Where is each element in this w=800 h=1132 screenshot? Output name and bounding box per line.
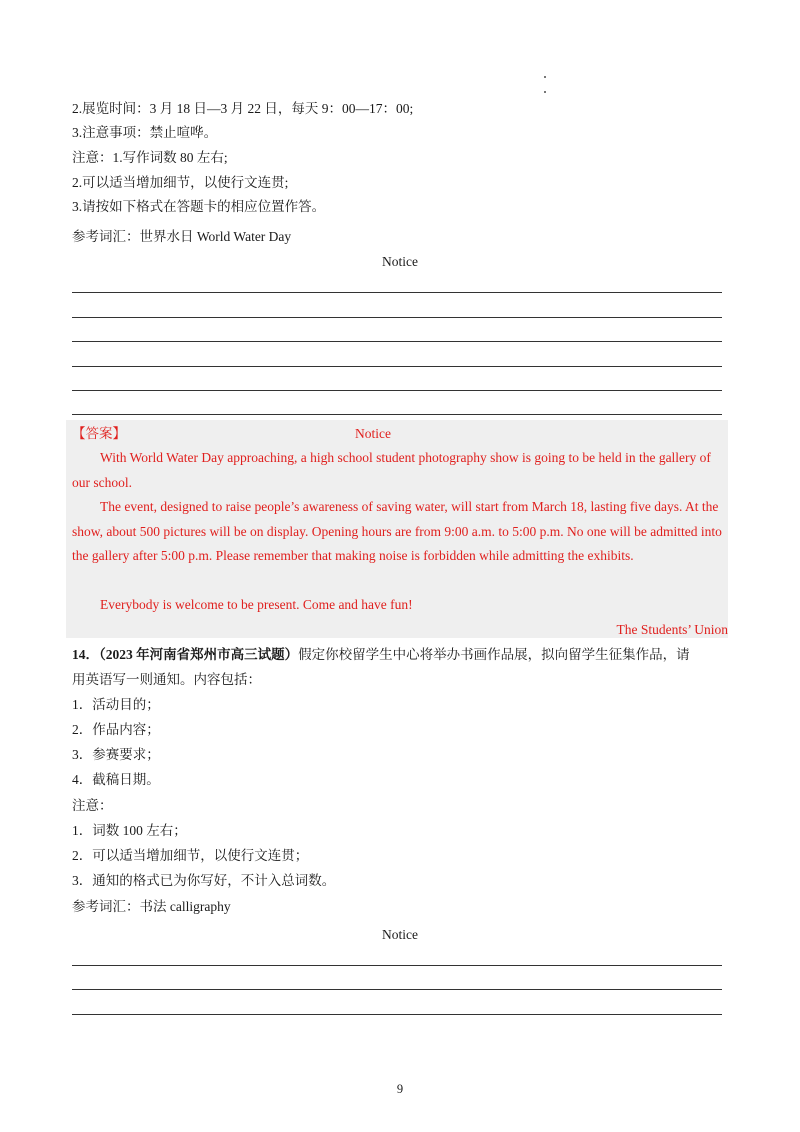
content-item: 4．截稿日期。 [72,772,160,787]
answer-paragraph: The event, designed to raise people’s awareness of saving water, will start from March 18, lasting five days. At the show, about 500 pictures will be on display. Opening hours are from 9:00 a.m. to 5:00 p.m. No one will be admitted into the gallery after 5:00 p.m. Please remember that making noise is forbidden while admitting the exhibits. [72,499,722,563]
answer-paragraph: Everybody is welcome to be present. Come and have fun! [100,597,413,612]
writing-line [72,1014,722,1015]
writing-line [72,317,722,318]
speck-mark [544,76,546,78]
instruction-line: 3.注意事项：禁止喧哗。 [72,125,218,140]
note-item: 2．可以适当增加细节，以使行文连贯； [72,848,309,863]
writing-line [72,366,722,367]
content-item: 2．作品内容； [72,722,160,737]
question-14-line1 [72,646,690,664]
writing-line [72,390,722,391]
writing-line [72,292,722,293]
instruction-line: 3.请按如下格式在答题卡的相应位置作答。 [72,199,326,214]
answer-paragraph: With World Water Day approaching, a high school student photography show is going to be held in the gallery of our school. [72,450,711,490]
instruction-line: 参考词汇：世界水日 World Water Day [72,229,292,244]
writing-line [72,414,722,415]
notice-heading: Notice [382,254,418,269]
answer-tag: 【答案】 [72,426,126,441]
note-item: 3．通知的格式已为你写好，不计入总词数。 [72,873,336,888]
writing-line [72,965,722,966]
answer-signature: The Students’ Union [616,622,728,637]
writing-line [72,341,722,342]
content-item: 3．参赛要求； [72,747,160,762]
answer-title: Notice [355,426,391,441]
question-source: （2023 年河南省郑州市高三试题） [99,647,299,662]
speck-mark [544,91,546,93]
notes-label: 注意： [72,798,113,813]
content-item: 1．活动目的； [72,697,160,712]
instruction-line: 2.展览时间：3 月 18 日—3 月 22 日，每天 9：00—17：00; [72,101,414,116]
notice-heading-2: Notice [382,927,418,942]
question-number: 14． [72,647,99,662]
instruction-line: 注意：1.写作词数 80 左右; [72,150,228,165]
writing-line [72,989,722,990]
note-item: 1．词数 100 左右； [72,823,187,838]
question-prompt-line2: 用英语写一则通知。内容包括： [72,672,261,687]
page-number: 9 [396,1082,404,1096]
question-prompt: 假定你校留学生中心将举办书画作品展，拟向留学生征集作品，请 [298,647,690,662]
vocab-line: 参考词汇：书法 calligraphy [72,899,231,914]
instruction-line: 2.可以适当增加细节，以使行文连贯; [72,175,289,190]
